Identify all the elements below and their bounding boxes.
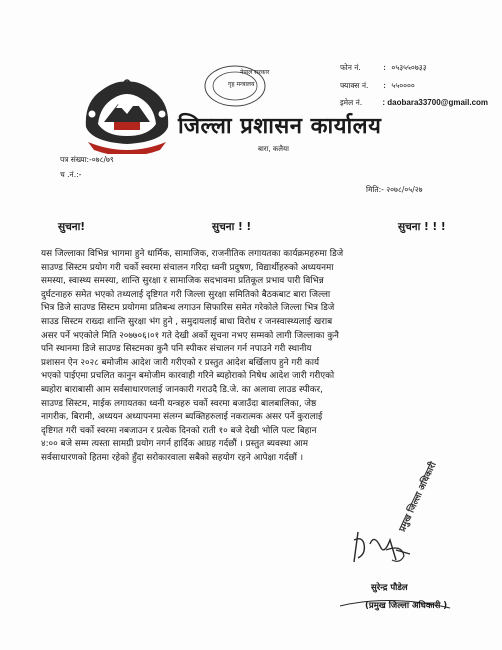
- email-label: इमेल नं.: [340, 98, 363, 107]
- fax-row: [340, 81, 415, 91]
- office-address: बारा, कलैया: [258, 145, 289, 153]
- body-line: नागरीक, बिरामी, अध्ययन अध्यापनमा संलग्न ब्यक्तिहरुलाई नकरात्मक असर पर्ने कुरालाई: [41, 412, 323, 423]
- dispatch-number: च .नं.:-: [60, 170, 82, 179]
- body-line: भित्र डिजे साउण्ड सिस्टम प्रयोगमा प्रतिबन्ध लगाउन सिफारिस समेत गरेकोले जिल्ला भित्र डिजे: [41, 303, 335, 314]
- notice-heading-3: सुचना ! ! !: [398, 221, 446, 233]
- fax-label: फ्याक्स नं.: [340, 81, 369, 90]
- reference-number: पत्र संख्या:-०७८/७९: [60, 155, 114, 164]
- email-row: [340, 98, 488, 108]
- notice-heading-1: सुचना!: [58, 221, 86, 233]
- body-line: साउण्ड सिस्टम प्रयोग गरी चर्को स्वरमा संचालन गरिदा ध्वनी प्रदुषण, विद्यार्थीहरुको अध्ययनमा: [41, 262, 334, 273]
- notice-body: [41, 248, 456, 466]
- signatory-title: (प्रमुख जिल्ला अधिकारी ): [365, 601, 448, 611]
- body-line: दुर्घटनाहरु समेत भएको तथ्यलाई दृष्टिगत गरी जिल्ला सुरक्षा समितिको बैठकबाट बारा जिल्ला: [41, 289, 331, 300]
- body-line: प्रशासन ऐन २०२८ बमोजीम आदेश जारी गरीएको र प्रस्तुत आदेश बर्खिलाप हुने गरी कार्य: [41, 357, 320, 368]
- office-name: जिल्ला प्रशासन कार्यालय: [178, 114, 382, 139]
- notice-heading-2: सुचना ! !: [212, 221, 252, 233]
- official-stamp: प्रमुख जिल्ला अधिकारी: [397, 460, 439, 534]
- signatory-name: सुरेन्द्र पौडेल: [371, 583, 408, 593]
- phone-row: [340, 63, 427, 73]
- seal-line-1: नेपाल सरकार: [240, 69, 270, 76]
- body-line: ब्यहोरा बाराबासी आम सर्वसाधारणलाई जानकारी गराउदै डि.जे. का अलावा लाउड स्पीकर,: [41, 384, 323, 395]
- body-line: ४:०० बजे सम्म त्यस्ता सामग्री प्रयोग नगर्न हार्दिक आग्रह गर्दछौं । प्रस्तुत ब्यवस्था आम: [41, 439, 309, 450]
- body-line: साउण्ड सिस्टम, माईक लगायतका ध्वनी यन्त्रहरु चर्को स्वरमा बजाउँदा बालबालिका, जेष्ठ: [41, 398, 317, 409]
- fax-value: : ५५००००: [382, 81, 415, 90]
- body-line: असर पर्ने भएकोले मिति २०७७०६।०१ गते देखी अर्को सूचना नभए सम्मको लागी जिल्लाका कुनै: [41, 330, 339, 341]
- phone-value: : ०५३५५०७३३: [382, 63, 427, 72]
- body-line: साउड सिस्टम राख्दा शान्ति सुरक्षा भंग हुने , समुदायलाई बाधा विरोध र जनस्वास्थ्यलाई खराब: [41, 316, 333, 327]
- body-line: दृष्टिगत गरी चर्को स्वरमा नबजाउन र प्रत्येक दिनको राती १० बजे देखी भोलि पल्ट बिहान: [41, 425, 317, 436]
- body-line: पनि स्थानमा डिजे साउण्ड सिस्टमका कुनै पनि स्पीकर संचालन गर्न नपाउने गरी स्थानीय: [41, 344, 312, 355]
- phone-label: फोन नं.: [340, 63, 361, 72]
- seal-line-2: गृह मन्त्रालय: [228, 81, 255, 88]
- nepal-emblem-icon: [78, 72, 176, 154]
- letter-date: मिति:- २०७८/०५/२७: [366, 185, 423, 194]
- body-line: सर्वसाधारणको हितमा रहेको हुँदा सरोकारवाला सबैको सहयोग रहने आपेक्षा गर्दछौं ।: [41, 452, 304, 463]
- body-line: यस जिल्लाका विभिन्न भागमा हुने धार्मिक, सामाजिक, राजनीतिक लगायतका कार्यक्रमहरुमा डिजे: [41, 249, 344, 259]
- email-value: : daobara33700@gmail.com: [382, 98, 489, 107]
- body-line: भएको पाईएमा प्रचलित कानुन बमोजीम कारवाही गरिने ब्यहोराको निषेध आदेश जारी गरीएको: [41, 371, 335, 382]
- body-line: समस्या, स्वास्थ्य समस्या, शान्ति सुरक्षा र सामाजिक सदभावमा प्रतिकूल प्रभाव पारी विभिन्न: [41, 276, 324, 287]
